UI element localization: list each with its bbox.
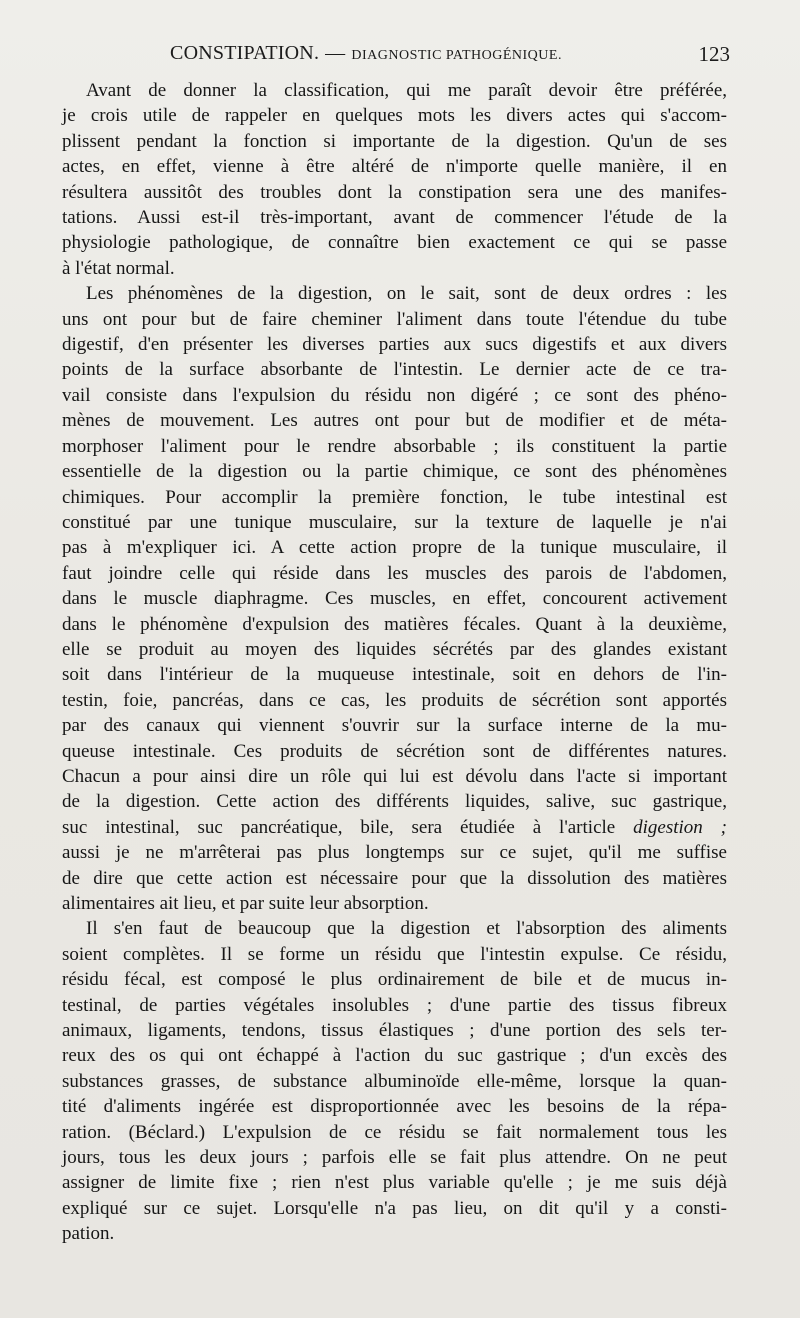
paragraph-3 [62, 916, 727, 1246]
text-line: soit dans l'intérieur de la muqueuse intestinale, soit en dehors de l'in- [62, 664, 727, 686]
text-line: aussi je ne m'arrêterai pas plus longtemps sur ce sujet, qu'il me suffise [62, 842, 727, 864]
text-line: faut joindre celle qui réside dans les muscles des parois de l'abdomen, [62, 562, 727, 584]
text-line: essentielle de la digestion ou la partie chimique, ce sont des phénomènes [62, 461, 727, 483]
text-line: tations. Aussi est-il très-important, avant de commencer l'étude de la [62, 207, 727, 229]
text-line: résidu fécal, est composé le plus ordinairement de bile et de mucus in- [62, 969, 727, 991]
text-line: soient complètes. Il se forme un résidu que l'intestin expulse. Ce résidu, [62, 943, 727, 965]
text-line: alimentaires ait lieu, et par suite leur absorption. [62, 893, 429, 914]
text-line: morphoser l'aliment pour le rendre absorbable ; ils constituent la partie [62, 435, 727, 457]
paragraph-2 [62, 281, 727, 916]
text-line: physiologie pathologique, de connaître bien exactement ce qui se passe [62, 232, 727, 254]
page-number: 123 [698, 42, 730, 66]
text-line: points de la surface absorbante de l'intestin. Le dernier acte de ce tra- [62, 359, 727, 381]
text-line: uns ont pour but de faire cheminer l'aliment dans toute l'étendue du tube [62, 308, 727, 330]
text-line: tité d'aliments ingérée est disproportionnée avec les besoins de la répa- [62, 1096, 727, 1118]
text-line: dans le phénomène d'expulsion des matières fécales. Quant à la deuxième, [62, 613, 727, 635]
text-line: reux des os qui ont échappé à l'action du suc gastrique ; d'un excès des [62, 1045, 727, 1067]
running-header [62, 42, 730, 72]
italic-term: digestion ; [633, 816, 727, 838]
text-segment: suc intestinal, suc pancréatique, bile, sera étudiée à l'article [62, 816, 616, 838]
text-line: Chacun a pour ainsi dire un rôle qui lui est dévolu dans l'acte si important [62, 765, 727, 787]
text-line: à l'état normal. [62, 257, 175, 279]
text-line: vail consiste dans l'expulsion du résidu non digéré ; ce sont des phéno- [62, 384, 727, 406]
body-text [62, 78, 727, 1247]
text-line: expliqué sur ce sujet. Lorsqu'elle n'a pas lieu, on dit qu'il y a consti- [62, 1197, 727, 1219]
text-line: résultera aussitôt des troubles dont la constipation sera une des manifes- [62, 181, 727, 203]
header-center [62, 42, 670, 65]
text-line: par des canaux qui viennent s'ouvrir sur la surface interne de la mu- [62, 715, 727, 737]
text-line: digestif, d'en présenter les diverses parties aux sucs digestifs et aux divers [62, 334, 727, 356]
text-line: mènes de mouvement. Les autres ont pour but de modifier et de méta- [62, 410, 727, 432]
text-line: animaux, ligaments, tendons, tissus élastiques ; d'une portion des sels ter- [62, 1020, 727, 1042]
text-line: assigner de limite fixe ; rien n'est plus variable qu'elle ; je me suis déjà [62, 1172, 727, 1194]
text-line: testin, foie, pancréas, dans ce cas, les produits de sécrétion sont apportés [62, 689, 727, 711]
text-line: pation. [62, 1223, 115, 1245]
text-line: queuse intestinale. Ces produits de sécrétion sont de différentes natures. [62, 740, 727, 762]
header-subtitle: DIAGNOSTIC PATHOGÉNIQUE. [351, 48, 562, 63]
text-line: pas à m'expliquer ici. A cette action propre de la tunique musculaire, il [62, 537, 727, 559]
header-dash: — [325, 42, 346, 64]
text-line-with-italic [62, 815, 727, 840]
text-line: elle se produit au moyen des liquides sécrétés par des glandes existant [62, 638, 727, 660]
text-line: substances grasses, de substance albuminoïde elle-même, lorsque la quan- [62, 1070, 727, 1092]
text-line: plissent pendant la fonction si importante de la digestion. Qu'un de ses [62, 130, 727, 152]
text-line: dans le muscle diaphragme. Ces muscles, en effet, concourent activement [62, 588, 727, 610]
header-title: CONSTIPATION. [170, 42, 320, 64]
text-line: chimiques. Pour accomplir la première fonction, le tube intestinal est [62, 486, 727, 508]
text-line: Avant de donner la classification, qui me paraît devoir être préférée, [86, 80, 727, 101]
text-line: je crois utile de rappeler en quelques mots les divers actes qui s'accom- [62, 105, 727, 127]
text-line: constitué par une tunique musculaire, sur la texture de laquelle je n'ai [62, 511, 727, 533]
text-line: Les phénomènes de la digestion, on le sait, sont de deux ordres : les [86, 283, 727, 305]
text-line: Il s'en faut de beaucoup que la digestion et l'absorption des aliments [86, 918, 727, 940]
paragraph-1 [62, 78, 727, 281]
text-line: testinal, de parties végétales insolubles ; d'une partie des tissus fibreux [62, 994, 727, 1016]
text-line: de dire que cette action est nécessaire pour que la dissolution des matières [62, 867, 727, 889]
text-line: de la digestion. Cette action des différents liquides, salive, suc gastrique, [62, 791, 727, 813]
text-line: ration. (Béclard.) L'expulsion de ce résidu se fait normalement tous les [62, 1121, 727, 1143]
text-line: jours, tous les deux jours ; parfois elle se fait plus attendre. On ne peut [62, 1147, 727, 1169]
text-line: actes, en effet, vienne à être altéré de n'importe quelle manière, il en [62, 156, 727, 178]
